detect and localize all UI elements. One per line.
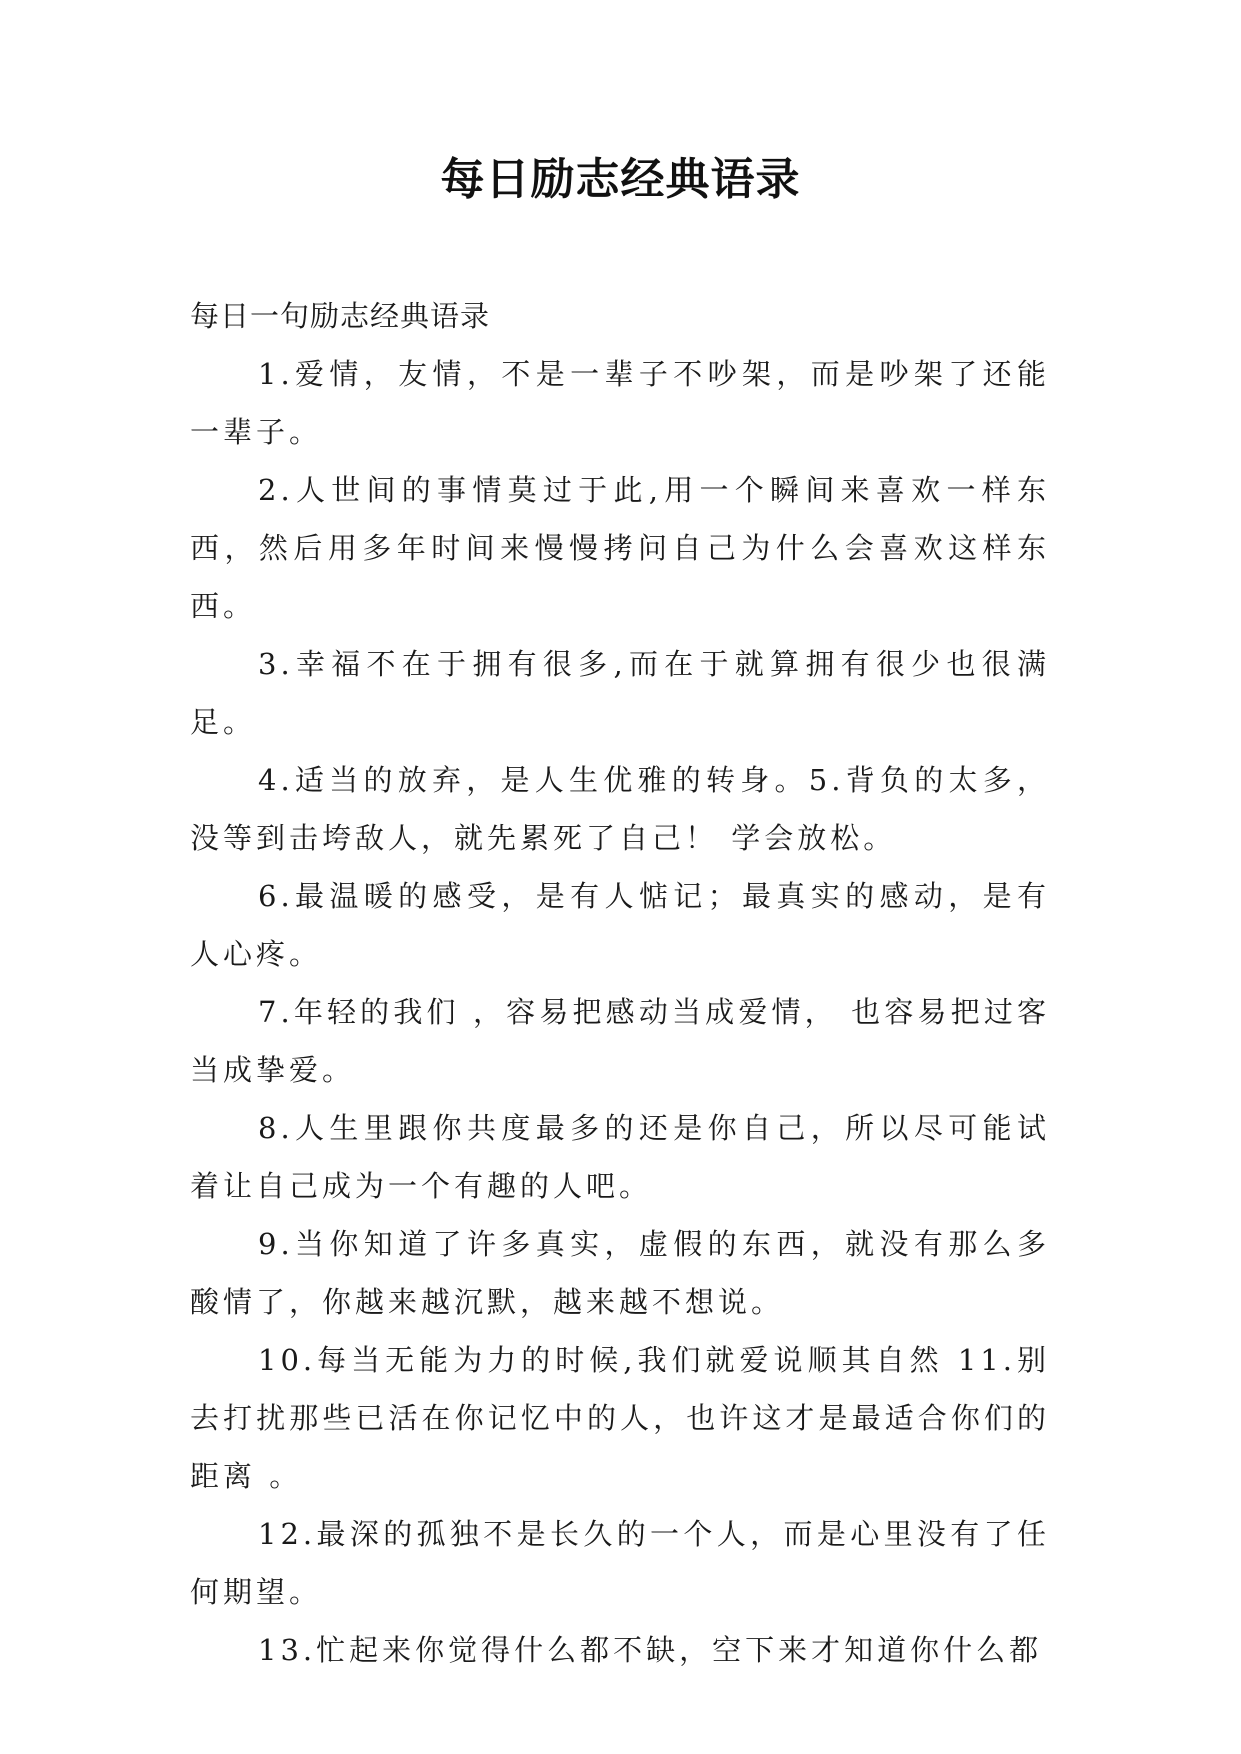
quote-paragraph: 7.年轻的我们 ，容易把感动当成爱情， 也容易把过客当成挚爱。 [190, 995, 1050, 1087]
document-subtitle: 每日一句励志经典语录 [190, 299, 491, 333]
quote-paragraph: 3.幸福不在于拥有很多,而在于就算拥有很少也很满足。 [190, 647, 1050, 739]
document-title: 每日励志经典语录 [440, 154, 801, 205]
quote-paragraph: 12.最深的孤独不是长久的一个人，而是心里没有了任何期望。 [190, 1517, 1050, 1609]
quote-paragraph: 6.最温暖的感受，是有人惦记；最真实的感动，是有人心疼。 [190, 879, 1050, 971]
quote-paragraph: 1.爱情，友情，不是一辈子不吵架，而是吵架了还能一辈子。 [190, 357, 1050, 449]
quote-paragraph: 8.人生里跟你共度最多的还是你自己，所以尽可能试着让自己成为一个有趣的人吧。 [190, 1111, 1050, 1203]
document-body [190, 287, 1050, 1679]
quote-paragraph: 9.当你知道了许多真实，虚假的东西，就没有那么多酸情了，你越来越沉默，越来越不想说。 [190, 1227, 1050, 1319]
quote-paragraph: 2.人世间的事情莫过于此,用一个瞬间来喜欢一样东西，然后用多年时间来慢慢拷问自己为什么会喜欢这样东西。 [190, 473, 1050, 623]
quote-paragraph: 4.适当的放弃，是人生优雅的转身。5.背负的太多，没等到击垮敌人，就先累死了自己！ 学会放松。 [190, 763, 1050, 855]
quote-paragraph: 13.忙起来你觉得什么都不缺，空下来才知道你什么都 [258, 1633, 1043, 1667]
quote-paragraph: 10.每当无能为力的时候,我们就爱说顺其自然 11.别去打扰那些已活在你记忆中的人，也许这才是最适合你们的距离 。 [190, 1343, 1050, 1493]
